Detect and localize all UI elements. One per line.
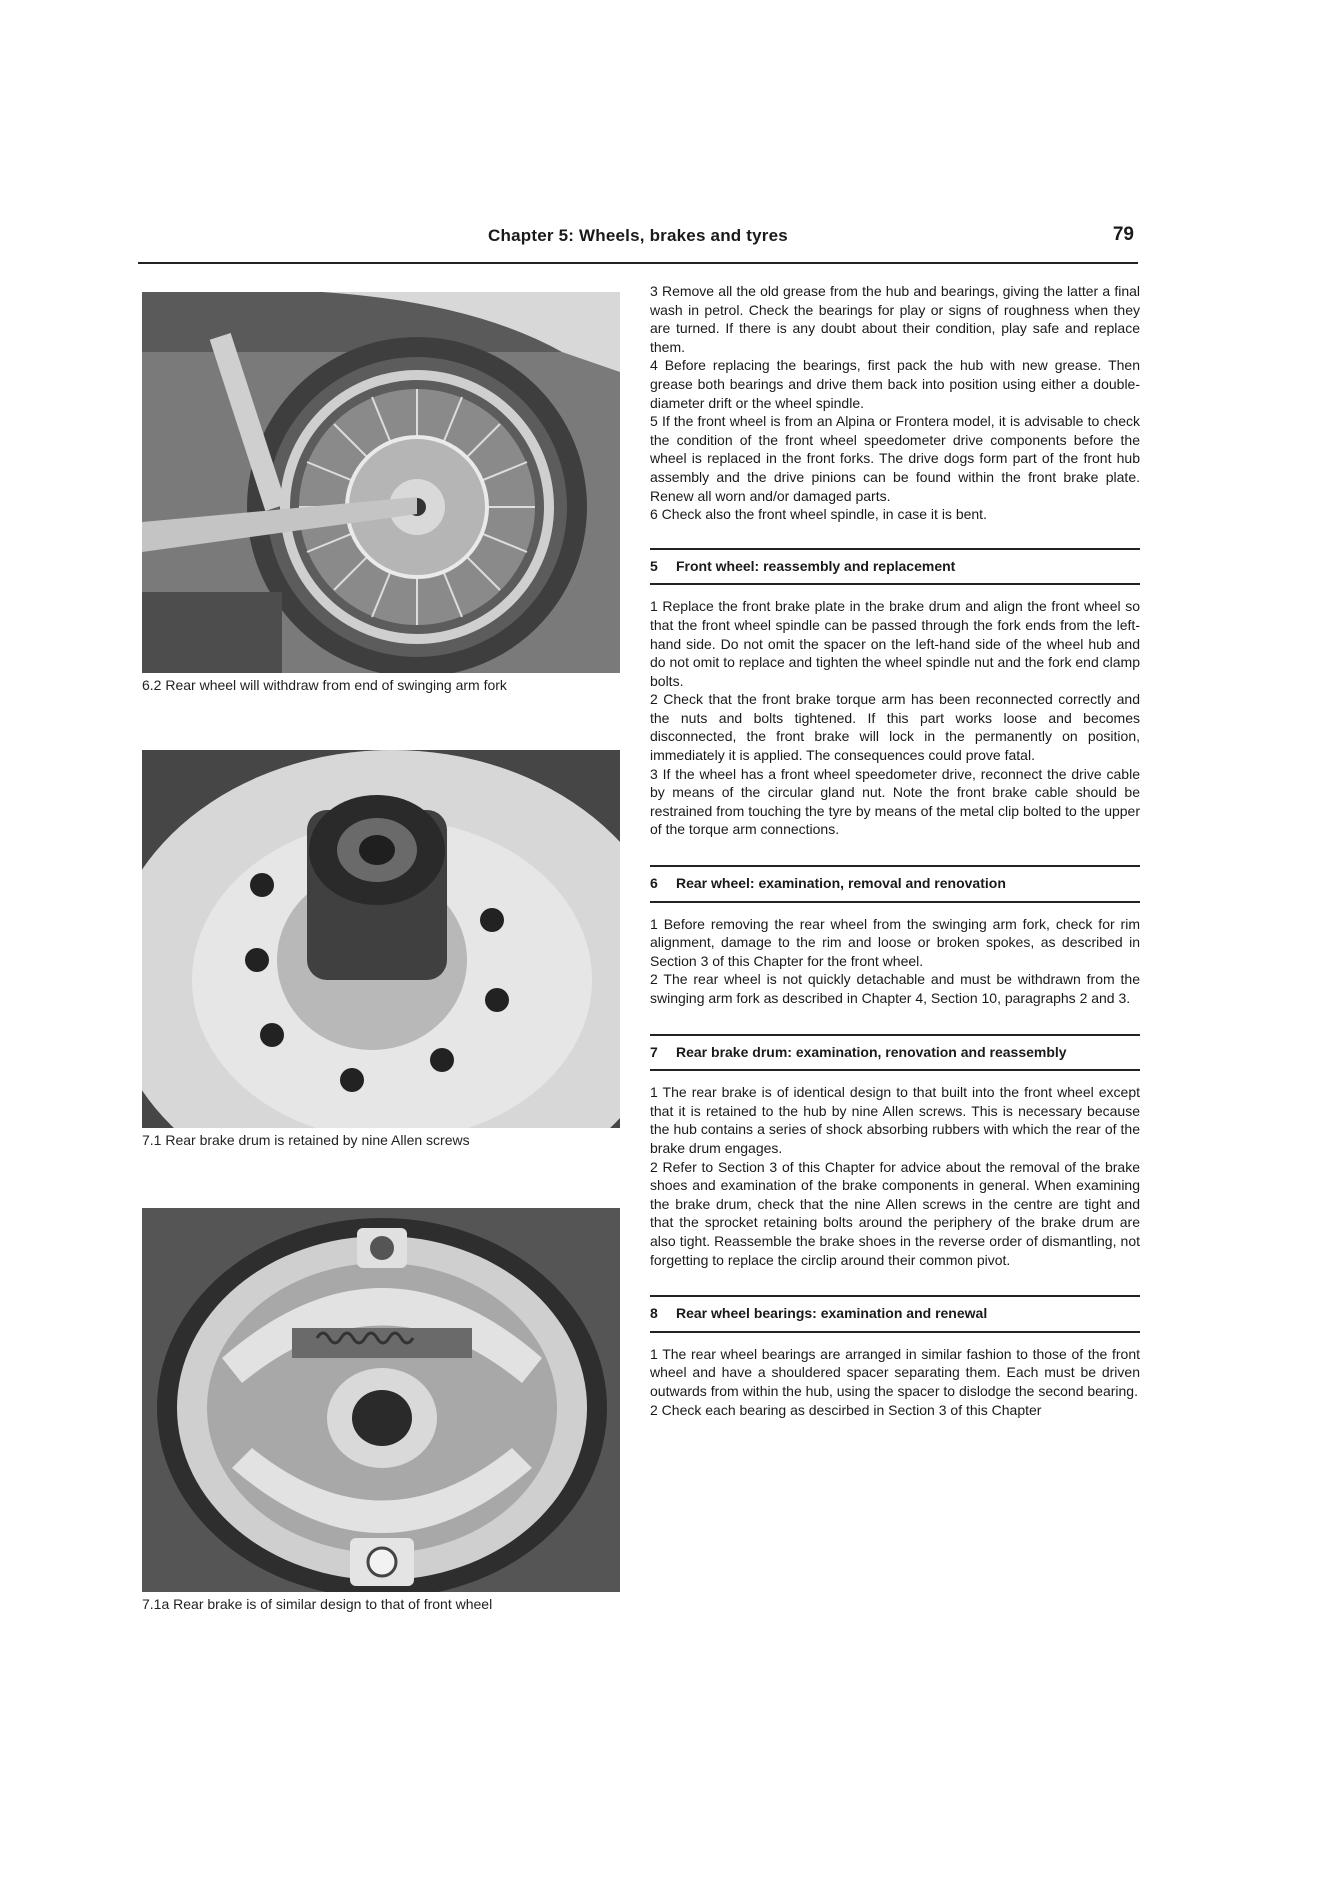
brake-drum-hub-photo: [142, 750, 620, 1128]
paragraph: 1 Before removing the rear wheel from the swinging arm fork, check for rim alignment, damage to the rim and loose or broken spokes, as described in Section 3 of this Chapter for the front wheel.: [650, 915, 1140, 969]
figure-rear-wheel: [142, 292, 620, 693]
section-title: Rear wheel: examination, removal and renovation: [676, 875, 1006, 892]
paragraph: 1 Replace the front brake plate in the brake drum and align the front wheel so that the front wheel spindle can be passed through the fork ends from the left-hand side. Do not omit the spacer on the left-hand side of the wheel hub and do not omit to replace and tighten the wheel spindle nut and the fork end clamp bolts.: [650, 598, 1140, 689]
figure-caption: 7.1 Rear brake drum is retained by nine Allen screws: [142, 1132, 470, 1148]
rear-wheel-photo: [142, 292, 620, 673]
section-heading-6: [650, 865, 1140, 903]
paragraph: 5 If the front wheel is from an Alpina or Frontera model, it is advisable to check the condition of the front wheel speedometer drive components before the wheel is replaced in the front forks. The drive dogs form part of the front hub assembly and the drive pinions can be found within the front brake plate. Renew all worn and/or damaged parts.: [650, 413, 1140, 504]
section-title: Rear wheel bearings: examination and renewal: [676, 1305, 988, 1322]
paragraph: 6 Check also the front wheel spindle, in case it is bent.: [650, 506, 987, 523]
section-number: 7: [650, 1043, 658, 1060]
section-number: 8: [650, 1305, 658, 1322]
paragraph: 2 Check that the front brake torque arm has been reconnected correctly and the nuts and bolts tightened. If this part works loose and becomes disconnected, the front brake will lock in the permanently on position, immediately it is applied. The consequences could prove fatal.: [650, 691, 1140, 764]
section-heading-8: [650, 1295, 1140, 1333]
section-heading-5: [650, 548, 1140, 586]
paragraph: 3 Remove all the old grease from the hub and bearings, giving the latter a final wash in petrol. Check the bearings for play or signs of roughness when they are turned. If there is any doubt about their condition, play safe and replace them.: [650, 283, 1140, 355]
paragraph: 2 Check each bearing as descirbed in Section 3 of this Chapter: [650, 1401, 1042, 1418]
section-heading-7: [650, 1034, 1140, 1072]
intro-text: [650, 282, 1140, 524]
paragraph: 2 Refer to Section 3 of this Chapter for advice about the removal of the brake shoes and examination of the brake components in general. When examining the brake drum, check that the nine Allen screws in the centre are tight and that the sprocket retaining bolts around the periphery of the brake drum are also tight. Reassemble the brake shoes in the reverse order of dismantling, not forgetting to replace the circlip around their common pivot.: [650, 1158, 1140, 1268]
page-number: 79: [1112, 224, 1134, 245]
figure-caption: 6.2 Rear wheel will withdraw from end of swinging arm fork: [142, 677, 507, 693]
section-number: 5: [650, 557, 658, 574]
chapter-title: Chapter 5: Wheels, brakes and tyres: [488, 226, 788, 245]
paragraph: 4 Before replacing the bearings, first pack the hub with new grease. Then grease both bearings and drive them back into position using either a double-diameter drift or the wheel spindle.: [650, 357, 1140, 411]
section-number: 6: [650, 875, 658, 892]
text-column: [650, 282, 1140, 1419]
page-header: [138, 222, 1138, 264]
paragraph: 2 The rear wheel is not quickly detachable and must be withdrawn from the swinging arm fork as described in Chapter 4, Section 10, paragraphs 2 and 3.: [650, 971, 1140, 1006]
figure-brake-drum-hub: [142, 750, 620, 1148]
rear-brake-photo: [142, 1208, 620, 1592]
section-title: Front wheel: reassembly and replacement: [676, 557, 956, 574]
figure-rear-brake: [142, 1208, 620, 1612]
figure-caption: 7.1a Rear brake is of similar design to that of front wheel: [142, 1596, 493, 1612]
paragraph: 1 The rear brake is of identical design to that built into the front wheel except that it is retained to the hub by nine Allen screws. This is necessary because the hub contains a series of shock absorbing rubbers with which the rear of the brake drum engages.: [650, 1084, 1140, 1156]
paragraph: 1 The rear wheel bearings are arranged in similar fashion to those of the front wheel and have a shouldered spacer separating them. Each must be driven outwards from within the hub, using the spacer to dislodge the second bearing.: [650, 1345, 1140, 1399]
section-title: Rear brake drum: examination, renovation and reassembly: [676, 1043, 1067, 1060]
paragraph: 3 If the wheel has a front wheel speedometer drive, reconnect the drive cable by means of the circular gland nut. Note the front brake cable should be restrained from touching the tyre by means of the metal clip bolted to the upper of the torque arm connections.: [650, 765, 1140, 838]
